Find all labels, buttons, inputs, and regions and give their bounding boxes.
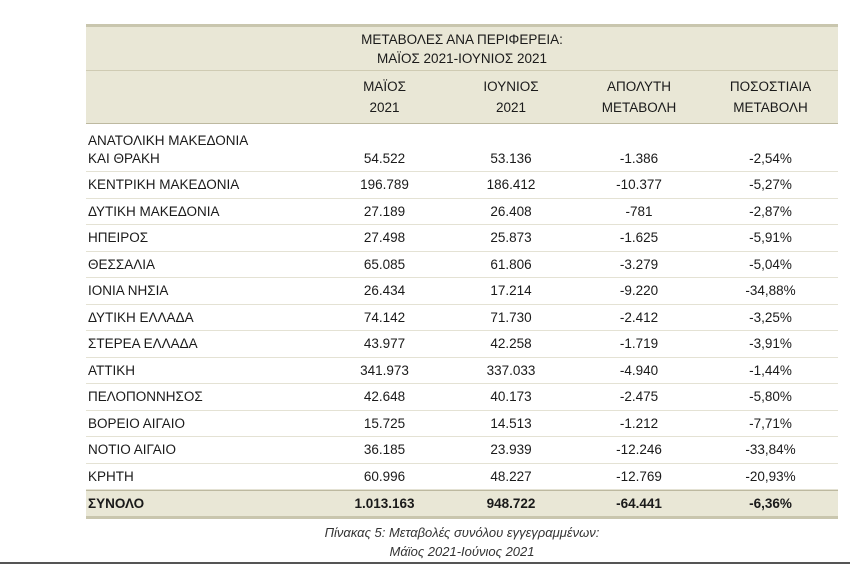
header-absolute-line2: ΜΕΤΑΒΟΛΗ [601,100,677,115]
header-percent-line1: ΠΟΣΟΣΤΙΑΙΑ [729,79,812,94]
june-value: 48.227 [490,468,532,484]
percent-change: -5,27% [749,177,792,192]
region-name: ΠΕΛΟΠΟΝΝΗΣΟΣ [88,389,203,404]
total-june: 948.722 [486,496,536,511]
percent-change: -33,84% [745,442,796,457]
june-value: 25.873 [490,230,532,245]
absolute-change: -10.377 [616,177,662,192]
table-row [86,225,838,252]
may-value: 27.189 [363,203,406,219]
absolute-change: -12.769 [616,468,662,484]
table-row [86,199,838,226]
june-value: 337.033 [486,362,536,378]
may-value: 341.973 [360,362,409,378]
percent-change: -2,54% [749,151,792,166]
may-value: 196.789 [360,177,409,192]
may-value: 42.648 [363,389,406,404]
table-row [86,305,838,332]
absolute-change: -1.386 [619,151,659,166]
may-value: 74.142 [363,309,406,325]
region-name: ΝΟΤΙΟ ΑΙΓΑΙΟ [88,442,176,457]
total-label: ΣΥΝΟΛΟ [88,496,145,511]
table-row [86,331,838,358]
percent-change: -20,93% [745,468,796,484]
region-name: ΒΟΡΕΙΟ ΑΙΓΑΙΟ [88,415,185,431]
absolute-change: -1.719 [619,336,659,351]
percent-change: -5,91% [749,230,792,245]
june-value: 71.730 [490,309,532,325]
region-name: ΙΟΝΙΑ ΝΗΣΙΑ [88,283,169,298]
june-value: 40.173 [490,389,532,404]
absolute-change: -2.412 [619,309,659,325]
june-value: 42.258 [490,336,532,351]
may-value: 26.434 [363,283,406,298]
region-name: ΚΡΗΤΗ [88,468,134,484]
header-percent [703,71,838,123]
header-absolute-line1: ΑΠΟΛΥΤΗ [606,79,672,94]
total-may: 1.013.163 [354,496,415,511]
table-row [86,358,838,385]
absolute-change: -3.279 [619,256,659,272]
percent-change: -1,44% [749,362,792,378]
absolute-change: -1.625 [619,230,659,245]
table-row [86,126,838,172]
table-title-line2: ΜΑΪΟΣ 2021-ΙΟΥΝΙΟΣ 2021 [376,51,548,66]
percent-change: -3,25% [749,309,792,325]
june-value: 26.408 [490,203,532,219]
table-row [86,278,838,305]
june-value: 186.412 [486,177,536,192]
table-row [86,384,838,411]
region-name: ΗΠΕΙΡΟΣ [88,230,149,245]
table-body [86,126,838,490]
table-row [86,252,838,279]
may-value: 60.996 [363,468,406,484]
percent-change: -2,87% [749,203,792,219]
table-header [86,70,838,124]
header-may-line1: ΜΑΪΟΣ [363,79,406,94]
header-region [86,71,322,123]
header-may [322,71,447,123]
region-name: ΑΤΤΙΚΗ [88,362,135,378]
region-name: ΔΥΤΙΚΗ ΕΛΛΑΔΑ [88,309,194,325]
may-value: 65.085 [363,256,406,272]
absolute-change: -781 [625,203,653,219]
table-title [86,24,838,70]
caption-line1: Πίνακας 5: Μεταβολές συνόλου εγγεγραμμένων: [324,525,600,540]
table-caption [86,523,838,561]
absolute-change: -2.475 [619,389,659,404]
table-row [86,437,838,464]
total-percent: -6,36% [749,496,792,511]
absolute-change: -4.940 [619,362,659,378]
region-name: ΘΕΣΣΑΛΙΑ [88,256,155,272]
may-value: 15.725 [363,415,406,431]
may-value: 36.185 [363,442,406,457]
header-june [447,71,575,123]
region-name: ΣΤΕΡΕΑ ΕΛΛΑΔΑ [88,336,198,351]
registrations-table [86,24,838,561]
percent-change: -3,91% [749,336,792,351]
june-value: 23.939 [490,442,532,457]
header-absolute [575,71,703,123]
june-value: 61.806 [490,256,532,272]
total-row [86,490,838,519]
june-value: 53.136 [490,151,532,166]
region-name [86,126,322,171]
absolute-change: -9.220 [619,283,659,298]
percent-change: -34,88% [745,283,796,298]
bottom-divider [0,562,850,564]
caption-line2: Μάϊος 2021-Ιούνιος 2021 [389,544,535,559]
percent-change: -7,71% [749,415,792,431]
table-row [86,411,838,438]
may-value: 54.522 [363,151,406,166]
june-value: 14.513 [490,415,532,431]
absolute-change: -1.212 [619,415,659,431]
region-name-line1: ΑΝΑΤΟΛΙΚΗ ΜΑΚΕΔΟΝΙΑ [88,133,249,148]
header-percent-line2: ΜΕΤΑΒΟΛΗ [733,100,808,115]
percent-change: -5,04% [749,256,792,272]
percent-change: -5,80% [749,389,792,404]
total-absolute: -64.441 [616,496,662,511]
region-name-line2: ΚΑΙ ΘΡΑΚΗ [88,151,160,166]
region-name: ΔΥΤΙΚΗ ΜΑΚΕΔΟΝΙΑ [88,203,220,219]
may-value: 27.498 [363,230,406,245]
table-title-line1: ΜΕΤΑΒΟΛΕΣ ΑΝΑ ΠΕΡΙΦΕΡΕΙΑ: [361,32,563,47]
header-june-line2: 2021 [495,100,527,115]
header-june-line1: ΙΟΥΝΙΟΣ [483,79,539,94]
may-value: 43.977 [363,336,406,351]
region-name: ΚΕΝΤΡΙΚΗ ΜΑΚΕΔΟΝΙΑ [88,177,240,192]
table-row [86,464,838,491]
absolute-change: -12.246 [616,442,662,457]
header-may-line2: 2021 [369,100,400,115]
june-value: 17.214 [490,283,532,298]
table-row [86,172,838,199]
